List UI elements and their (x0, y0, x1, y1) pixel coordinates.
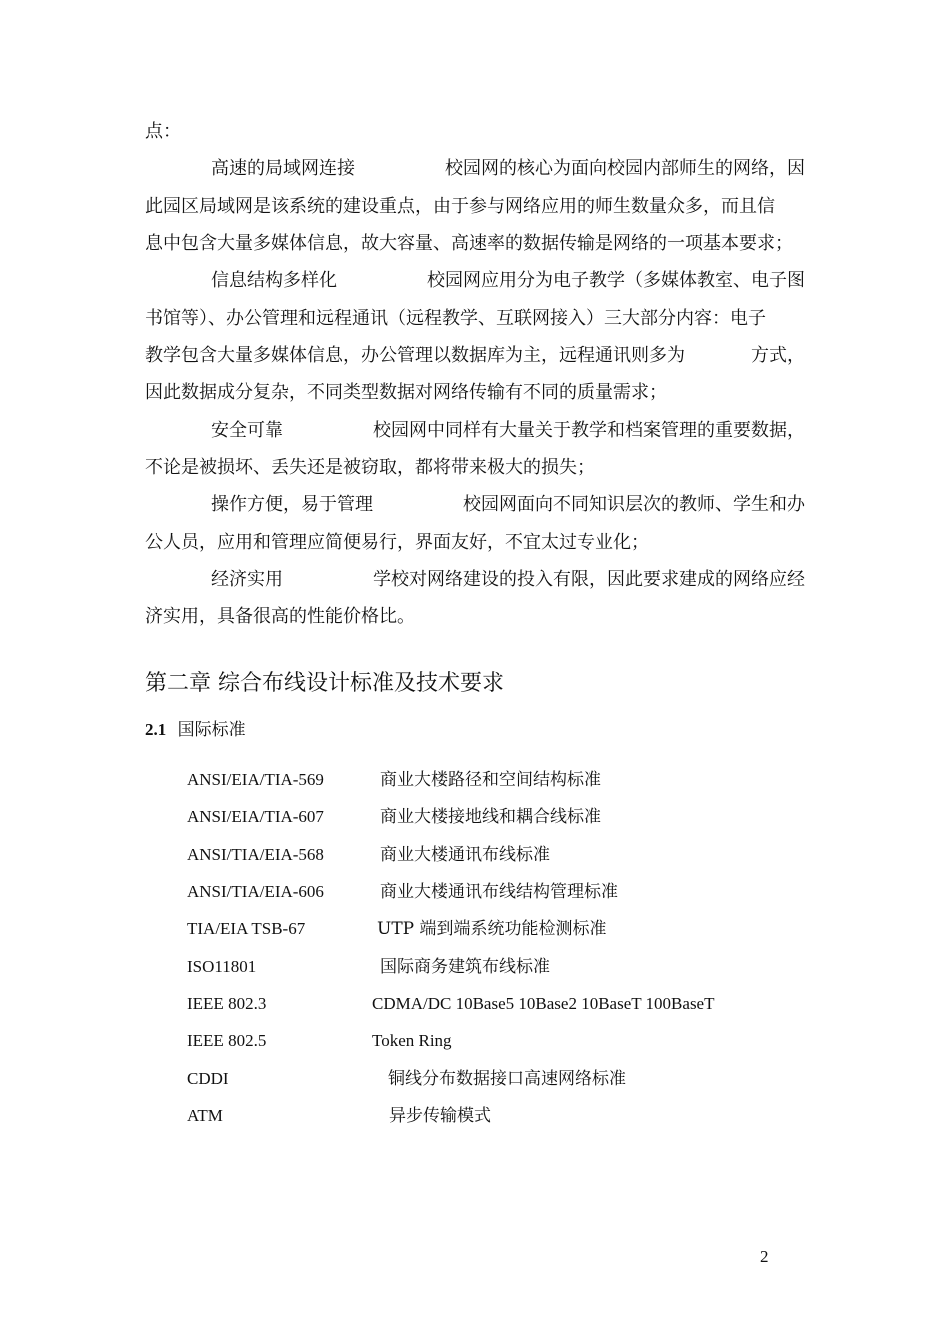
standard-code: ATM (187, 1106, 223, 1125)
paragraph-information-structure-first-line (211, 269, 805, 293)
chapter-title: 第二章 综合布线设计标准及技术要求 (145, 671, 504, 696)
standard-description: Token Ring (372, 1031, 452, 1050)
section-number: 2.1 (145, 720, 167, 739)
term-high-speed-lan: 高速的局域网连接 (211, 158, 355, 179)
standard-code: IEEE 802.5 (187, 1031, 267, 1050)
page-number: 2 (760, 1247, 769, 1266)
standard-code: ANSI/TIA/EIA-606 (187, 882, 324, 901)
standard-code: CDDI (187, 1069, 229, 1088)
standard-description: 商业大楼路径和空间结构标准 (380, 770, 601, 790)
paragraph-text: 书馆等）、办公管理和远程通讯（远程教学、互联网接入）三大部分内容：电子 (145, 308, 766, 329)
standard-description: 商业大楼通讯布线标准 (380, 845, 550, 865)
paragraph-text: 息中包含大量多媒体信息，故大容量、高速率的数据传输是网络的一项基本要求； (145, 233, 793, 254)
paragraph-text: 校园网的核心为面向校园内部师生的网络，因 (445, 158, 805, 179)
standard-code: IEEE 802.3 (187, 994, 267, 1013)
paragraph-easy-management-first-line (211, 493, 805, 517)
paragraph-text: 学校对网络建设的投入有限，因此要求建成的网络应经 (373, 569, 805, 590)
section-title: 国际标准 (177, 720, 246, 740)
standard-description: 国际商务建筑布线标准 (380, 957, 550, 977)
standard-code: TIA/EIA TSB-67 (187, 919, 306, 938)
term-economic-practical: 经济实用 (211, 569, 283, 590)
paragraph-text: 不论是被损坏、丢失还是被窃取，都将带来极大的损失； (145, 457, 595, 478)
standard-code: ANSI/EIA/TIA-569 (187, 770, 324, 789)
paragraph-text: 校园网中同样有大量关于教学和档案管理的重要数据， (373, 420, 805, 441)
paragraph-text: 公人员，应用和管理应简便易行，界面友好，不宜太过专业化； (145, 532, 649, 553)
continued-text: 点： (145, 121, 181, 142)
term-information-structure: 信息结构多样化 (211, 270, 337, 291)
standard-code: ISO11801 (187, 957, 257, 976)
paragraph-text: 因此数据成分复杂，不同类型数据对网络传输有不同的质量需求； (145, 382, 667, 403)
standard-description: 铜线分布数据接口高速网络标准 (388, 1069, 626, 1089)
paragraph-text: 校园网面向不同知识层次的教师、学生和办 (463, 494, 805, 515)
standard-description: UTP 端到端系统功能检测标准 (377, 919, 607, 939)
standard-code: ANSI/EIA/TIA-607 (187, 807, 324, 826)
paragraph-high-speed-lan-first-line (211, 157, 805, 181)
paragraph-text: 济实用，具备很高的性能价格比。 (145, 606, 415, 627)
paragraph-text: 教学包含大量多媒体信息，办公管理以数据库为主，远程通讯则多为 (145, 345, 685, 366)
paragraph-security-first-line (211, 419, 805, 443)
standard-description: 商业大楼通讯布线结构管理标准 (380, 882, 618, 902)
paragraph-text: 方式， (751, 345, 805, 366)
standard-description: 商业大楼接地线和耦合线标准 (380, 807, 601, 827)
section-heading (145, 718, 246, 742)
term-easy-management: 操作方便，易于管理 (211, 494, 373, 515)
paragraph-text-line (145, 344, 805, 368)
standard-description: CDMA/DC 10Base5 10Base2 10BaseT 100BaseT (372, 994, 715, 1013)
paragraph-economy-first-line (211, 568, 805, 592)
paragraph-text: 校园网应用分为电子教学（多媒体教室、电子图 (427, 270, 805, 291)
standard-code: ANSI/TIA/EIA-568 (187, 845, 324, 864)
paragraph-text: 此园区局域网是该系统的建设重点，由于参与网络应用的师生数量众多，而且信 (145, 196, 775, 217)
standard-description: 异步传输模式 (389, 1106, 491, 1126)
term-security-reliability: 安全可靠 (211, 420, 283, 441)
